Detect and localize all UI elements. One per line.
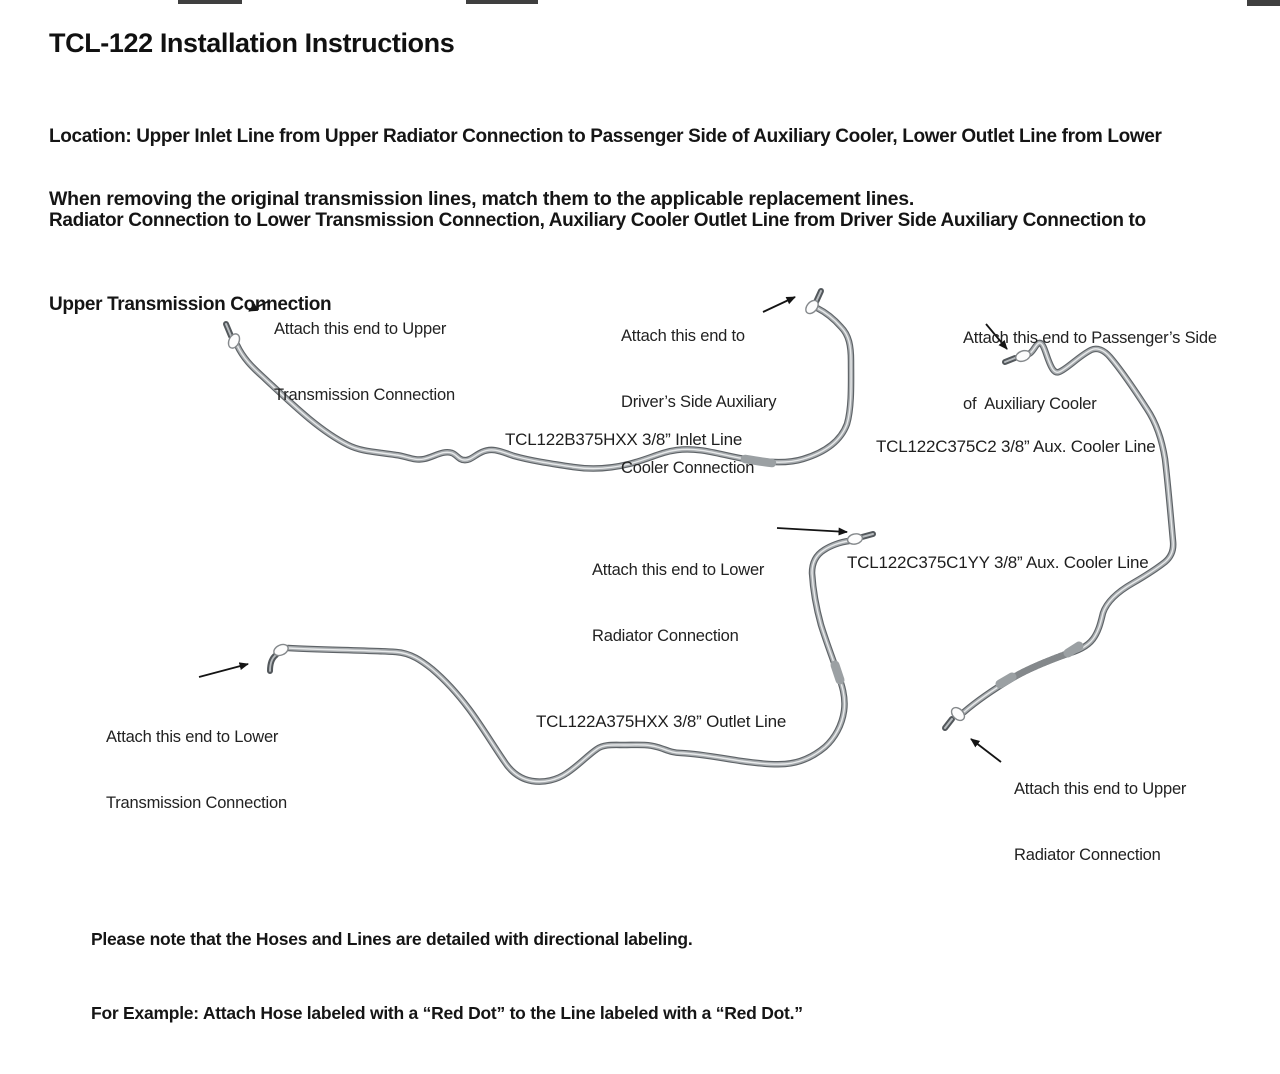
outlet-line-tube bbox=[270, 533, 873, 782]
part-label-aux-cooler-c1yy: TCL122C375C1YY 3/8” Aux. Cooler Line bbox=[847, 553, 1149, 572]
note-line: Please note that the Hoses and Lines are detailed with directional labeling. bbox=[91, 929, 693, 949]
callout-line: Attach this end to bbox=[621, 327, 745, 345]
part-label-aux-cooler-c2: TCL122C375C2 3/8” Aux. Cooler Line bbox=[876, 437, 1156, 456]
tube-sleeve bbox=[1000, 677, 1012, 684]
callout-upper-radiator bbox=[1014, 734, 1186, 910]
fitting-collar bbox=[847, 533, 864, 546]
callout-upper-transmission bbox=[274, 274, 455, 450]
location-line: Upper Transmission Connection bbox=[49, 294, 332, 315]
braided-hose-section bbox=[1014, 654, 1066, 677]
part-label-inlet-line: TCL122B375HXX 3/8” Inlet Line bbox=[505, 430, 743, 449]
tube-sleeve bbox=[1068, 646, 1079, 653]
arrow-lower-radiator bbox=[777, 528, 847, 532]
callout-line: Attach this end to Lower bbox=[592, 561, 765, 579]
callout-drivers-side-aux bbox=[621, 281, 776, 523]
directional-labeling-note bbox=[91, 878, 803, 1074]
callout-line: Cooler Connection bbox=[621, 459, 755, 477]
callout-passenger-side-aux bbox=[963, 283, 1217, 459]
location-line: Radiator Connection to Lower Transmission Connection, Auxiliary Cooler Outlet Line from Driver Side Auxiliary Connection to bbox=[49, 210, 1146, 231]
callout-line: Attach this end to Passenger’s Side bbox=[963, 329, 1217, 347]
location-line: Location: Upper Inlet Line from Upper Radiator Connection to Passenger Side of Auxiliary Cooler, Lower Outlet Line from Lower bbox=[49, 126, 1162, 147]
intro-sentence: When removing the original transmission lines, match them to the applicable replacement lines. bbox=[49, 188, 915, 210]
part-label-outlet-line: TCL122A375HXX 3/8” Outlet Line bbox=[536, 712, 787, 731]
tube-sleeve bbox=[835, 665, 840, 680]
callout-line: Transmission Connection bbox=[274, 386, 455, 404]
callout-line: Driver’s Side Auxiliary bbox=[621, 393, 777, 411]
callout-line: Transmission Connection bbox=[106, 794, 287, 812]
note-line: For Example: Attach Hose labeled with a “Red Dot” to the Line labeled with a “Red Dot.” bbox=[91, 1002, 803, 1023]
callout-line: Attach this end to Upper bbox=[274, 320, 447, 338]
callout-line: Attach this end to Lower bbox=[106, 728, 279, 746]
callout-line: of Auxiliary Cooler bbox=[963, 395, 1097, 413]
arrow-lower-transmission bbox=[199, 664, 248, 677]
arrow-upper-radiator bbox=[971, 739, 1001, 762]
callout-line: Radiator Connection bbox=[592, 627, 739, 645]
page-title: TCL-122 Installation Instructions bbox=[49, 28, 455, 58]
callout-lower-radiator bbox=[592, 515, 764, 691]
callout-line: Radiator Connection bbox=[1014, 846, 1161, 864]
callout-line: Attach this end to Upper bbox=[1014, 780, 1187, 798]
callout-lower-transmission bbox=[106, 682, 287, 858]
